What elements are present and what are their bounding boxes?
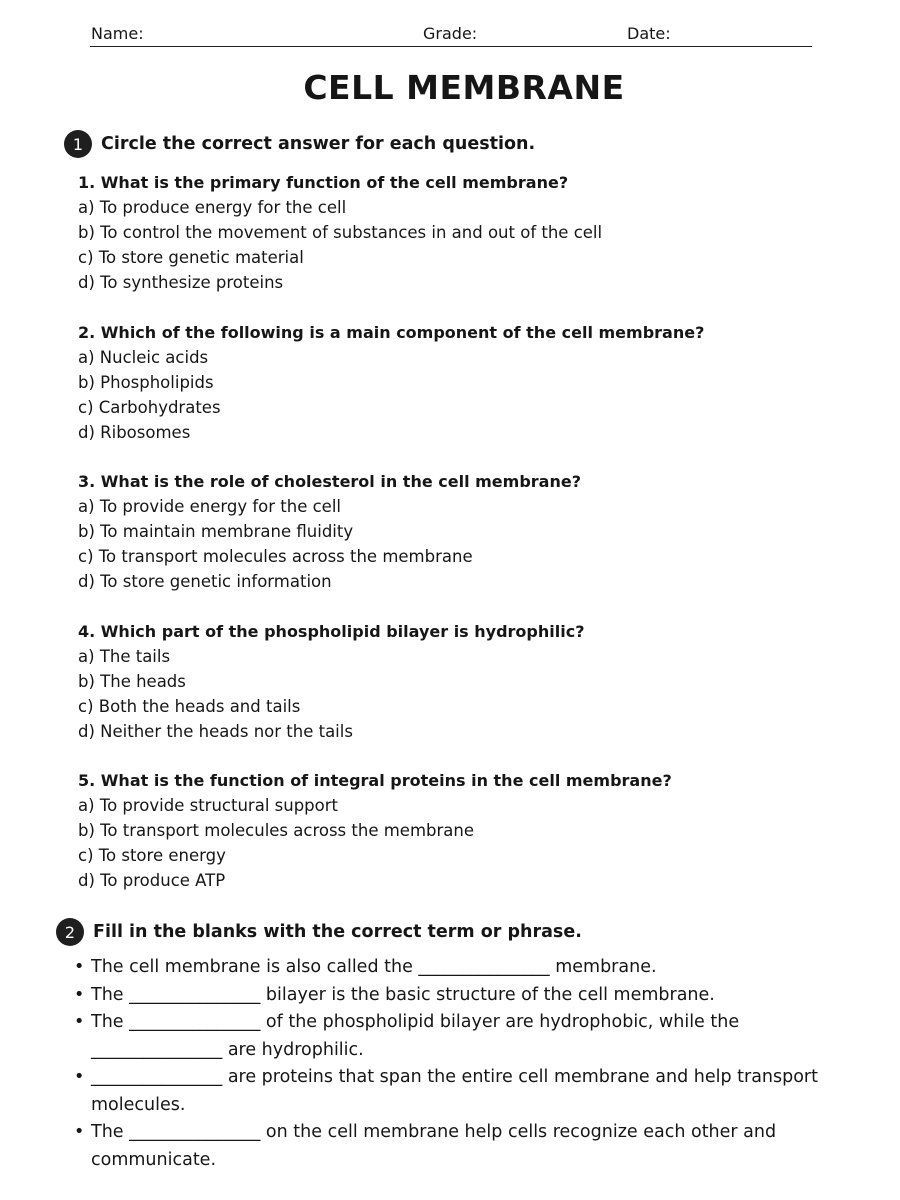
section-2-instruction: Fill in the blanks with the correct term or phrase. — [93, 922, 582, 942]
date-label: Date: — [627, 24, 671, 43]
page-title: CELL MEMBRANE — [303, 68, 625, 107]
answer-option: b) Phospholipids — [78, 372, 214, 392]
question-text: 4. Which part of the phospholipid bilayer is hydrophilic? — [78, 621, 585, 641]
fill-in-blank-item: • The _______________ of the phospholipid bilayer are hydrophobic, while the _______________ are hydrophilic. — [74, 1009, 834, 1064]
answer-option: b) To maintain membrane fluidity — [78, 522, 354, 541]
fill-in-blank-item: • The _______________ bilayer is the basic structure of the cell membrane. — [74, 982, 834, 1010]
question-text: 2. Which of the following is a main component of the cell membrane? — [78, 322, 705, 342]
answer-option: c) To store genetic material — [78, 248, 304, 267]
question-item — [78, 469, 878, 619]
fill-in-blank-list — [74, 954, 834, 1174]
answer-option: d) To store genetic information — [78, 572, 332, 591]
fill-in-blank-item: • The _______________ on the cell membrane help cells recognize each other and communicate. — [74, 1119, 834, 1174]
question-item — [78, 320, 878, 470]
answer-option: d) To synthesize proteins — [78, 273, 284, 292]
section-1-heading — [64, 130, 535, 158]
answer-option: d) Neither the heads nor the tails — [78, 721, 353, 741]
question-text: 1. What is the primary function of the cell membrane? — [78, 173, 569, 192]
fill-in-blank-item: • _______________ are proteins that span the entire cell membrane and help transport molecules. — [74, 1064, 834, 1119]
answer-option: a) To provide energy for the cell — [78, 497, 342, 516]
fill-in-blank-item: • The cell membrane is also called the _______________ membrane. — [74, 954, 834, 982]
question-text: 5. What is the function of integral proteins in the cell membrane? — [78, 771, 672, 790]
grade-label: Grade: — [423, 24, 478, 43]
section-1-number-badge: 1 — [64, 130, 92, 158]
question-item — [78, 768, 878, 918]
answer-option: c) To transport molecules across the membrane — [78, 547, 473, 566]
answer-option: c) Both the heads and tails — [78, 696, 301, 716]
answer-option: a) Nucleic acids — [78, 347, 209, 367]
answer-option: a) The tails — [78, 646, 171, 666]
question-item — [78, 619, 878, 769]
answer-option: c) Carbohydrates — [78, 397, 221, 417]
question-text: 3. What is the role of cholesterol in the cell membrane? — [78, 472, 581, 491]
question-list — [78, 170, 878, 918]
answer-option: a) To provide structural support — [78, 796, 338, 815]
answer-option: d) Ribosomes — [78, 422, 191, 442]
answer-option: b) The heads — [78, 671, 186, 691]
section-2-heading — [56, 918, 582, 946]
section-1-instruction: Circle the correct answer for each question. — [101, 134, 536, 154]
answer-option: a) To produce energy for the cell — [78, 198, 347, 217]
answer-option: c) To store energy — [78, 846, 226, 865]
section-2-number-badge: 2 — [56, 918, 84, 946]
answer-option: d) To produce ATP — [78, 871, 226, 890]
answer-option: b) To transport molecules across the membrane — [78, 821, 474, 840]
answer-option: b) To control the movement of substances in and out of the cell — [78, 223, 603, 242]
question-item — [78, 170, 878, 320]
student-info-header — [90, 22, 812, 47]
name-label: Name: — [91, 24, 144, 43]
